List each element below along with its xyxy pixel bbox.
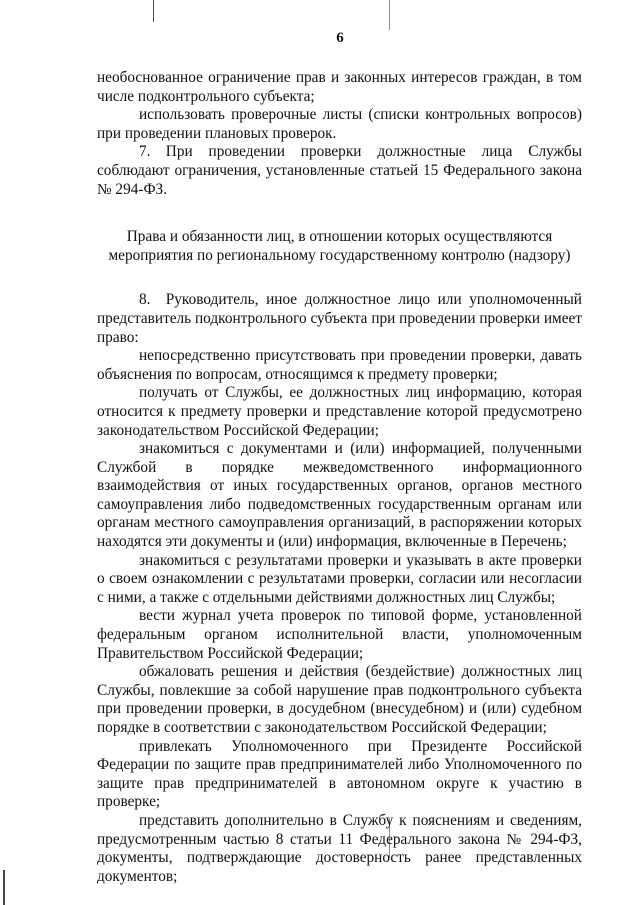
scan-artifact	[389, 0, 390, 30]
scan-artifact	[153, 0, 154, 22]
paragraph: представить дополнительно в Службу к пояснениям и сведениям, предусмотренным частью 8 статьи 11 Федерального закона № 294-ФЗ, документы, подтверждающие достоверность ранее представленных документов;	[97, 811, 582, 885]
paragraph: необоснованное ограничение прав и законных интересов граждан, в том числе подконтрольного субъекта;	[97, 69, 582, 105]
paragraph: 7. При проведении проверки должностные лица Службы соблюдают ограничения, установленные статьей 15 Федерального закона № 294-ФЗ.	[97, 143, 582, 198]
document-body	[97, 69, 582, 886]
paragraph: непосредственно присутствовать при проведении проверки, давать объяснения по вопросам, относящимся к предмету проверки;	[97, 347, 582, 383]
paragraph: знакомиться с результатами проверки и указывать в акте проверки о своем ознакомлении с результатами проверки, согласии или несогласии с ними, а также с отдельными действиями должностных лиц Службы;	[97, 551, 582, 606]
paragraph: обжаловать решения и действия (бездействие) должностных лиц Службы, повлекшие за собой нарушение прав подконтрольного субъекта при проведении проверки, в досудебном (внесудебном) и (или) судебном порядке в соответствии с законодательством Российской Федерации;	[97, 663, 582, 736]
page-number: 6	[336, 30, 344, 46]
paragraph: 8. Руководитель, иное должностное лицо или уполномоченный представитель подконтрольного субъекта при проведении проверки имеет право:	[97, 291, 582, 346]
section-heading: Права и обязанности лиц, в отношении которых осуществляются мероприятия по региональному государственному контролю (надзору)	[108, 228, 571, 264]
paragraph: вести журнал учета проверок по типовой форме, установленной федеральным органом исполнительной власти, уполномоченным Правительством Российской Федерации;	[97, 607, 582, 662]
paragraph: получать от Службы, ее должностных лиц информацию, которая относится к предмету проверки и представление которой предусмотрено законодательством Российской Федерации;	[97, 384, 582, 439]
scan-artifact	[3, 870, 5, 905]
paragraph: знакомиться с документами и (или) информацией, полученными Службой в порядке межведомственного информационного взаимодействия от иных государственных органов, органов местного самоуправления либо подведомственных государственным органам или органам местного самоуправления организаций, в распоряжении которых находятся эти документы и (или) информация, включенные в Перечень;	[97, 440, 582, 551]
paragraph: привлекать Уполномоченного при Президенте Российской Федерации по защите прав предпринимателей либо Уполномоченного по защите прав предпринимателей в автономном округе к участию в проверке;	[97, 737, 582, 811]
paragraph: использовать проверочные листы (списки контрольных вопросов) при проведении плановых проверок.	[97, 106, 582, 142]
